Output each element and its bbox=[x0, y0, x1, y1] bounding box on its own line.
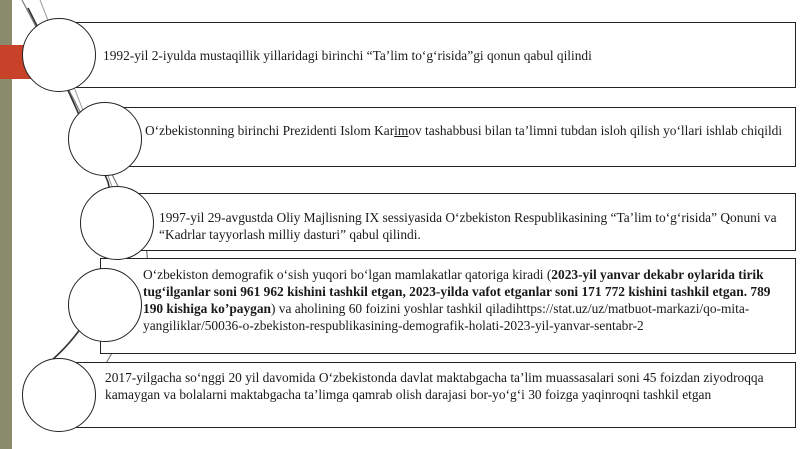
timeline-item-2 bbox=[100, 107, 796, 167]
timeline-item-4-text-part2: ) va aholining 60 foizini yoshlar tashkil qiladihttps://stat.uz/uz/matbuot-markazi/qo-mita-yangiliklar/50036-o-zbekiston-respublikasining-demografik-holati-2023-yil-yanvar-sentabr-2 bbox=[143, 301, 750, 333]
timeline-item-2-text-part1: O‘zbekistonning birinchi Prezidenti Islom Kar bbox=[145, 123, 395, 138]
timeline-item-2-text bbox=[145, 122, 785, 139]
timeline-item-4-text-part1: O‘zbekiston demografik o‘sish yuqori bo‘lgan mamlakatlar qatoriga kiradi ( bbox=[143, 267, 552, 282]
timeline-item-3-text: 1997-yil 29-avgustda Oliy Majlisning IX sessiyasida O‘zbekiston Respublikasining “Ta’lim to‘g‘risida” Qonuni va “Kadrlar tayyorlash milliy dasturi” qabul qilindi. bbox=[159, 210, 777, 242]
timeline-item-4-text bbox=[143, 266, 787, 334]
timeline-item-1-text: 1992-yil 2-iyulda mustaqillik yillaridagi birinchi “Ta’lim to‘g‘risida”gi qonun qabul qilindi bbox=[103, 48, 592, 63]
timeline-marker-4 bbox=[68, 268, 142, 342]
timeline-item-4-text-bold: 2023-yil yanvar dekabr oylarida tirik tug‘ilganlar soni 961 962 kishini tashkil etgan, 2023-yilda vafot etganlar soni 171 772 kishini tashkil etgan. 789 190 kishiga ko’paygan bbox=[143, 267, 771, 316]
timeline-item-2-text-underlined: im bbox=[394, 123, 409, 138]
timeline-item-5-text: 2017-yilgacha so‘nggi 20 yil davomida O‘zbekistonda davlat maktabgacha ta’lim muassasalari soni 45 foizdan ziyodroqqa kamaygan va bolalarni maktabgacha ta’limga qamrab olish darajasi bor-yo‘g‘i 30 foizga yaqinroqni tashkil etgan bbox=[105, 370, 764, 402]
timeline-marker-5 bbox=[22, 358, 96, 432]
timeline-marker-1 bbox=[22, 18, 96, 92]
timeline-marker-2 bbox=[68, 102, 142, 176]
timeline-item-1 bbox=[58, 22, 796, 88]
timeline-item-5 bbox=[58, 362, 796, 428]
timeline-item-4 bbox=[100, 258, 796, 354]
timeline-marker-3 bbox=[80, 186, 154, 260]
timeline-item-2-text-part2: ov tashabbusi bilan ta’limni tubdan isloh qilish yo‘llari ishlab chiqildi bbox=[408, 123, 783, 138]
timeline-item-3 bbox=[120, 193, 796, 251]
